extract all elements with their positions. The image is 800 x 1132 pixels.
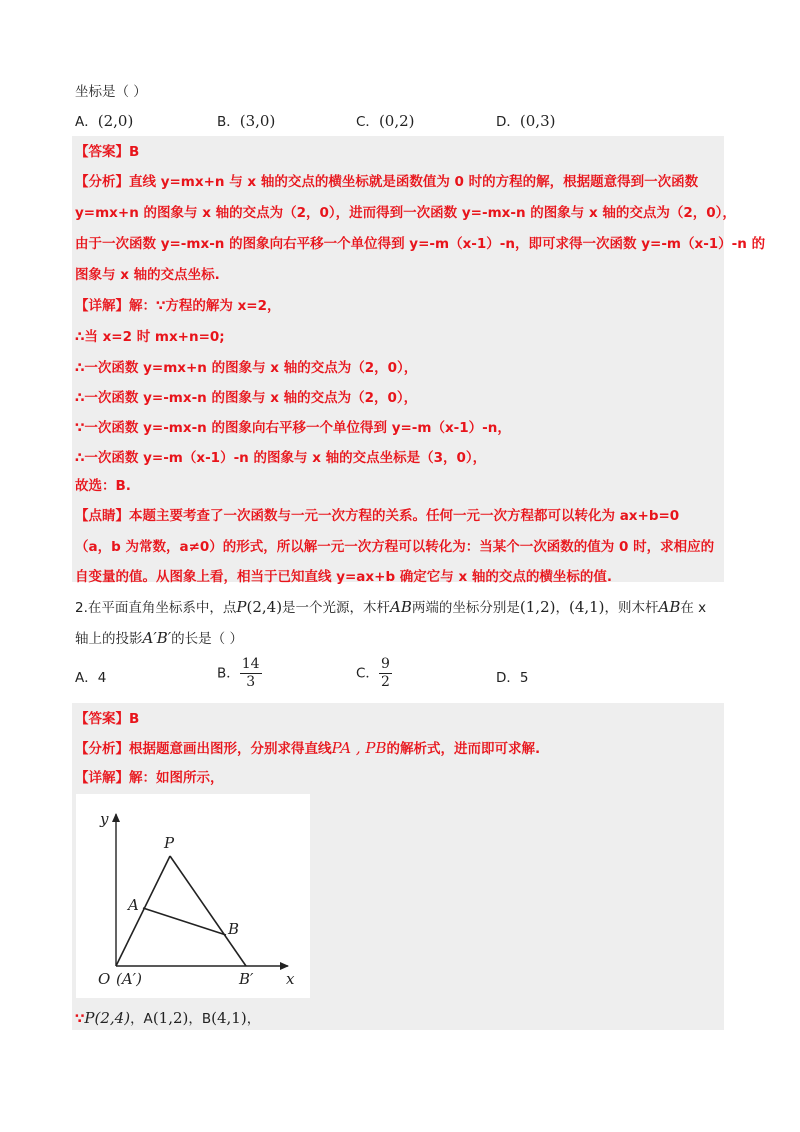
q1-analysis-line: y=mx+n 的图象与 x 轴的交点为（2，0），进而得到一次函数 y=-mx-n 的图象与 x 轴的交点为（2，0），	[75, 205, 736, 221]
q2-point-p-coord: (2,4)	[246, 598, 283, 616]
q1-comment-line: 【点睛】本题主要考查了一次函数与一元一次方程的关系。任何一元一次方程都可以转化为 ax+b=0	[75, 508, 680, 524]
q2-stem-line-1	[75, 596, 706, 616]
q1-option-b-value: (3,0)	[239, 112, 276, 130]
q1-option-a-letter: A．	[75, 114, 98, 130]
q2-detail: 【详解】解：如图所示，	[75, 770, 224, 786]
q2-option-c-letter: C．	[356, 665, 379, 682]
q2-point-b-coord: (4,1)	[568, 598, 605, 616]
point-a-label: A	[128, 896, 139, 914]
line-pb-prime	[170, 856, 246, 966]
q2-answer: 【答案】B	[75, 711, 140, 727]
q2-projection: A′B′	[142, 629, 172, 647]
q2-stem-text: ，则木杆	[604, 600, 659, 616]
q1-detail-line: 【详解】解：∵方程的解为 x=2，	[75, 298, 281, 314]
q2-analysis-lines: PA , PB	[331, 739, 387, 757]
q2-option-d-value: 5	[519, 670, 529, 686]
point-p-label: P	[164, 834, 175, 852]
q1-analysis-line: 由于一次函数 y=-mx-n 的图象向右平移一个单位得到 y=-m（x-1）-n，即可求得一次函数 y=-m（x-1）-n 的	[75, 236, 766, 252]
given-text: ，	[246, 1011, 261, 1027]
b-prime-label: B′	[239, 970, 254, 988]
q2-option-d-letter: D．	[496, 670, 520, 686]
q2-stem-text: ，	[555, 600, 569, 616]
q2-option-c	[356, 656, 392, 691]
q1-option-d-value: (0,3)	[519, 112, 556, 130]
fraction-numerator: 9	[380, 656, 390, 672]
q2-stem-line-2	[75, 627, 243, 647]
q2-point-a-coord: (1,2)	[519, 598, 556, 616]
q2-analysis	[75, 737, 540, 757]
q2-options	[75, 656, 735, 692]
q2-segment-ab: AB	[658, 598, 681, 616]
given-point-b: (4,1)	[211, 1009, 247, 1027]
segment-ab	[143, 908, 226, 935]
q1-option-c	[356, 110, 415, 130]
origin-label: O	[98, 970, 111, 988]
q2-stem-text: 是一个光源，木杆	[282, 600, 391, 616]
q1-detail-line: 故选：B.	[75, 478, 131, 494]
q2-stem-text: 两端的坐标分别是	[411, 600, 520, 616]
q1-comment-line: 自变量的值。从图象上看，相当于已知直线 y=ax+b 确定它与 x 轴的交点的横坐标的值.	[75, 569, 613, 585]
q2-stem-text: 在 x	[680, 600, 707, 616]
fraction-denominator: 2	[380, 674, 390, 690]
q1-option-c-value: (0,2)	[378, 112, 415, 130]
q2-stem-text: 2.在平面直角坐标系中，点	[75, 600, 237, 616]
q1-detail-line: ∴当 x=2 时 mx+n=0;	[75, 329, 225, 345]
q2-segment-ab: AB	[390, 598, 412, 616]
line-op	[116, 856, 170, 966]
point-b-label: B	[228, 920, 240, 938]
given-point-a: (1,2)	[152, 1009, 189, 1027]
q2-stem-text: 的长是（ ）	[171, 631, 243, 647]
given-point-p: P(2,4)	[84, 1009, 131, 1027]
q1-analysis-line: 【分析】直线 y=mx+n 与 x 轴的交点的横坐标就是函数值为 0 时的方程的解，根据题意得到一次函数	[75, 174, 699, 190]
q1-analysis-line: 图象与 x 轴的交点坐标.	[75, 267, 220, 283]
q1-option-c-letter: C．	[356, 114, 379, 130]
fraction-denominator: 3	[246, 674, 256, 690]
y-axis-label: y	[100, 810, 109, 828]
because-symbol: ∵	[75, 1011, 85, 1027]
q2-option-b	[217, 656, 262, 691]
q2-figure	[76, 794, 310, 998]
q2-option-b-fraction	[240, 656, 262, 691]
q1-detail-line: ∵一次函数 y=-mx-n 的图象向右平移一个单位得到 y=-m（x-1）-n，	[75, 420, 511, 436]
q2-option-a-letter: A．	[75, 670, 98, 686]
q1-option-d	[496, 110, 555, 130]
q1-detail-line: ∴一次函数 y=-mx-n 的图象与 x 轴的交点为（2，0），	[75, 390, 418, 406]
fraction-numerator: 14	[241, 656, 260, 672]
q1-stem-end: 坐标是（ ）	[75, 84, 147, 100]
q1-option-b	[217, 110, 275, 130]
q1-answer: 【答案】B	[75, 144, 140, 160]
q1-option-b-letter: B．	[217, 114, 240, 130]
given-text: ，B	[188, 1011, 212, 1027]
q2-option-a-value: 4	[97, 670, 107, 686]
q2-analysis-text: 的解析式，进而即可求解.	[386, 741, 541, 757]
given-text: ，A	[130, 1011, 153, 1027]
q2-stem-text: 轴上的投影	[75, 631, 143, 647]
q1-comment-line: （a，b 为常数，a≠0）的形式，所以解一元一次方程可以转化为：当某个一次函数的值为 0 时，求相应的	[75, 539, 715, 555]
q1-detail-line: ∴一次函数 y=-m（x-1）-n 的图象与 x 轴的交点坐标是（3，0），	[75, 450, 487, 466]
q2-option-a	[75, 666, 106, 686]
q1-option-d-letter: D．	[496, 114, 520, 130]
q1-detail-line: ∴一次函数 y=mx+n 的图象与 x 轴的交点为（2，0），	[75, 360, 418, 376]
a-prime-label: (A′)	[116, 970, 142, 988]
q2-option-b-letter: B．	[217, 665, 240, 682]
q2-given-line	[75, 1007, 260, 1027]
q1-option-a-value: (2,0)	[97, 112, 134, 130]
q2-analysis-text: 【分析】根据题意画出图形，分别求得直线	[75, 741, 332, 757]
q1-option-a	[75, 110, 133, 130]
q2-option-d	[496, 666, 529, 686]
q2-option-c-fraction	[379, 656, 392, 691]
q2-figure-svg	[76, 794, 310, 998]
x-axis-label: x	[286, 970, 295, 988]
q2-point-p: P	[236, 598, 247, 616]
